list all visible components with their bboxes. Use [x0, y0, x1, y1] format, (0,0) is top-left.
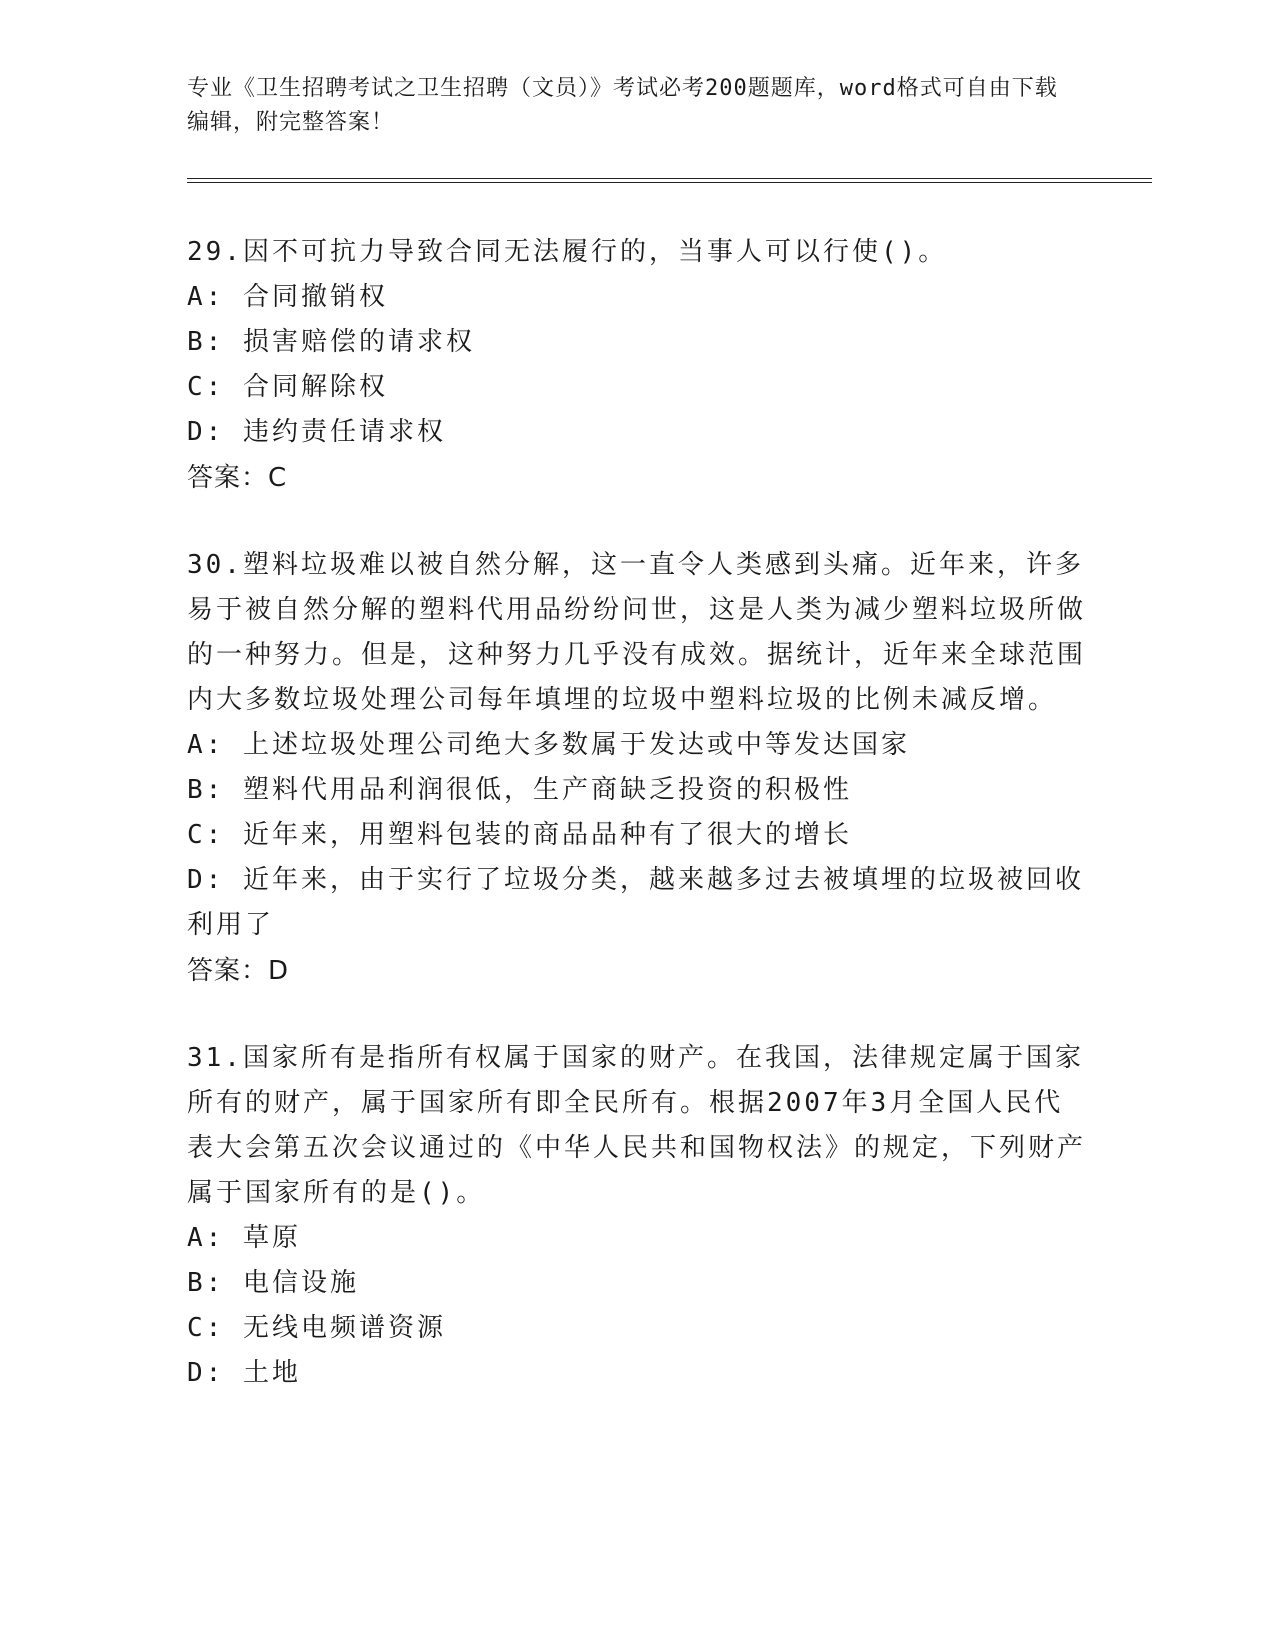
option-b: B: 塑料代用品利润很低，生产商缺乏投资的积极性: [187, 775, 852, 805]
answer-label: 答案：C: [187, 463, 288, 493]
option-b: B: 损害赔偿的请求权: [187, 327, 475, 357]
question-stem: 31.国家所有是指所有权属于国家的财产。在我国，法律规定属于国家所有的财产，属于国家所有即全民所有。根据2007年3月全国人民代表大会第五次会议通过的《中华人民共和国物权法》的规定，下列财产属于国家所有的是()。: [187, 1043, 1087, 1208]
option-a: A: 合同撤销权: [187, 282, 388, 312]
option-a: A: 上述垃圾处理公司绝大多数属于发达或中等发达国家: [187, 730, 910, 760]
question-stem: 30.塑料垃圾难以被自然分解，这一直令人类感到头痛。近年来，许多易于被自然分解的塑料代用品纷纷问世，这是人类为减少塑料垃圾所做的一种努力。但是，这种努力几乎没有成效。据统计，近年来全球范围内大多数垃圾处理公司每年填埋的垃圾中塑料垃圾的比例未减反增。: [187, 550, 1087, 715]
answer-label: 答案：D: [187, 956, 290, 986]
option-d: D: 土地: [187, 1358, 301, 1388]
option-c: C: 无线电频谱资源: [187, 1313, 446, 1343]
document-header: 专业《卫生招聘考试之卫生招聘（文员）》考试必考200题题库，word格式可自由下载编辑，附完整答案！: [187, 76, 1058, 135]
header-divider-top: [187, 178, 1152, 179]
option-a: A: 草原: [187, 1223, 301, 1253]
option-c: C: 近年来，用塑料包装的商品品种有了很大的增长: [187, 820, 852, 850]
question-29: [187, 230, 1087, 501]
option-d: D: 近年来，由于实行了垃圾分类，越来越多过去被填埋的垃圾被回收利用了: [187, 865, 1084, 940]
header-divider-bottom: [187, 182, 1152, 183]
option-d: D: 违约责任请求权: [187, 417, 446, 447]
question-stem: 29.因不可抗力导致合同无法履行的，当事人可以行使()。: [187, 237, 948, 267]
question-list: [187, 230, 1087, 1438]
option-b: B: 电信设施: [187, 1268, 359, 1298]
option-c: C: 合同解除权: [187, 372, 388, 402]
question-30: [187, 543, 1087, 994]
question-31: [187, 1036, 1087, 1396]
